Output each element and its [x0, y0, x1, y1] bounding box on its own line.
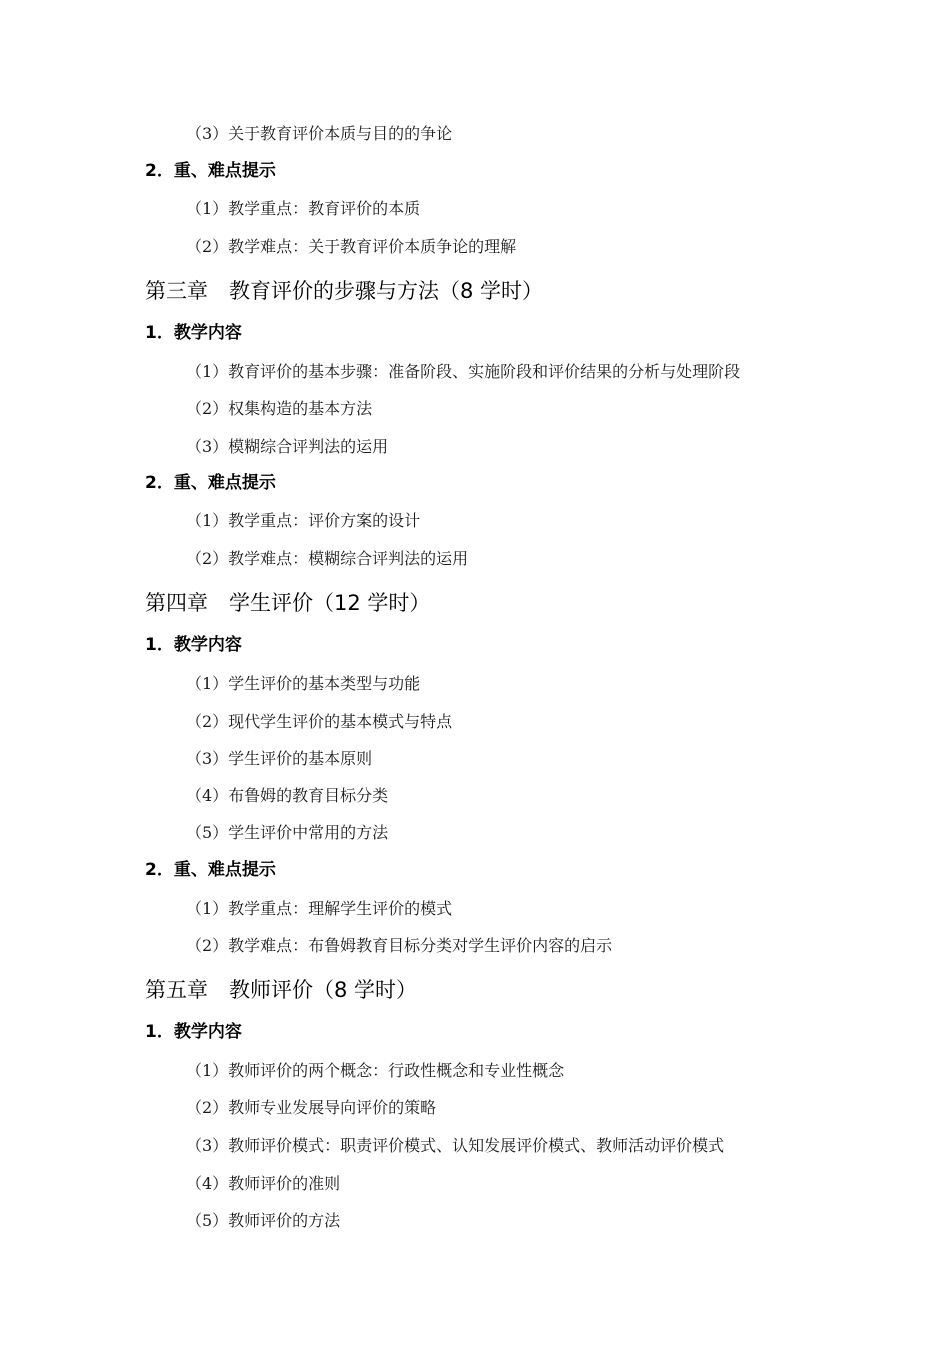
ch3-key-point-1: （1）教学重点：评价方案的设计	[186, 511, 421, 530]
ch3-content-item-1: （1）教育评价的基本步骤：准备阶段、实施阶段和评价结果的分析与处理阶段	[186, 362, 741, 381]
ch4-key-point-1: （1）教学重点：理解学生评价的模式	[186, 899, 453, 918]
ch4-key-point-2: （2）教学难点：布鲁姆教育目标分类对学生评价内容的启示	[186, 936, 613, 955]
ch5-content-item-1: （1）教师评价的两个概念：行政性概念和专业性概念	[186, 1061, 565, 1080]
ch4-content-item-5: （5）学生评价中常用的方法	[186, 823, 389, 842]
ch3-content-item-3: （3）模糊综合评判法的运用	[186, 437, 389, 456]
chapter-3-title: 第三章 教育评价的步骤与方法（8 学时）	[145, 279, 544, 303]
ch3-content-item-2: （2）权集构造的基本方法	[186, 399, 373, 418]
ch5-content-heading: 1．教学内容	[145, 1022, 242, 1042]
ch4-content-item-1: （1）学生评价的基本类型与功能	[186, 674, 421, 693]
chapter-5-title: 第五章 教师评价（8 学时）	[145, 978, 418, 1002]
ch3-key-point-2: （2）教学难点：模糊综合评判法的运用	[186, 549, 469, 568]
ch2-content-item-3: （3）关于教育评价本质与目的的争论	[186, 124, 453, 143]
ch2-key-point-2: （2）教学难点：关于教育评价本质争论的理解	[186, 237, 517, 256]
ch4-key-points-heading: 2．重、难点提示	[145, 860, 276, 880]
ch4-content-item-2: （2）现代学生评价的基本模式与特点	[186, 712, 453, 731]
ch5-content-item-5: （5）教师评价的方法	[186, 1211, 341, 1230]
ch2-key-point-1: （1）教学重点：教育评价的本质	[186, 199, 421, 218]
ch4-content-heading: 1．教学内容	[145, 635, 242, 655]
ch3-content-heading: 1．教学内容	[145, 323, 242, 343]
ch5-content-item-4: （4）教师评价的准则	[186, 1174, 341, 1193]
ch4-content-item-4: （4）布鲁姆的教育目标分类	[186, 786, 389, 805]
chapter-4-title: 第四章 学生评价（12 学时）	[145, 591, 431, 615]
ch5-content-item-3: （3）教师评价模式：职责评价模式、认知发展评价模式、教师活动评价模式	[186, 1136, 725, 1155]
ch3-key-points-heading: 2．重、难点提示	[145, 473, 276, 493]
ch5-content-item-2: （2）教师专业发展导向评价的策略	[186, 1098, 437, 1117]
ch4-content-item-3: （3）学生评价的基本原则	[186, 749, 373, 768]
ch2-key-points-heading: 2．重、难点提示	[145, 161, 276, 181]
